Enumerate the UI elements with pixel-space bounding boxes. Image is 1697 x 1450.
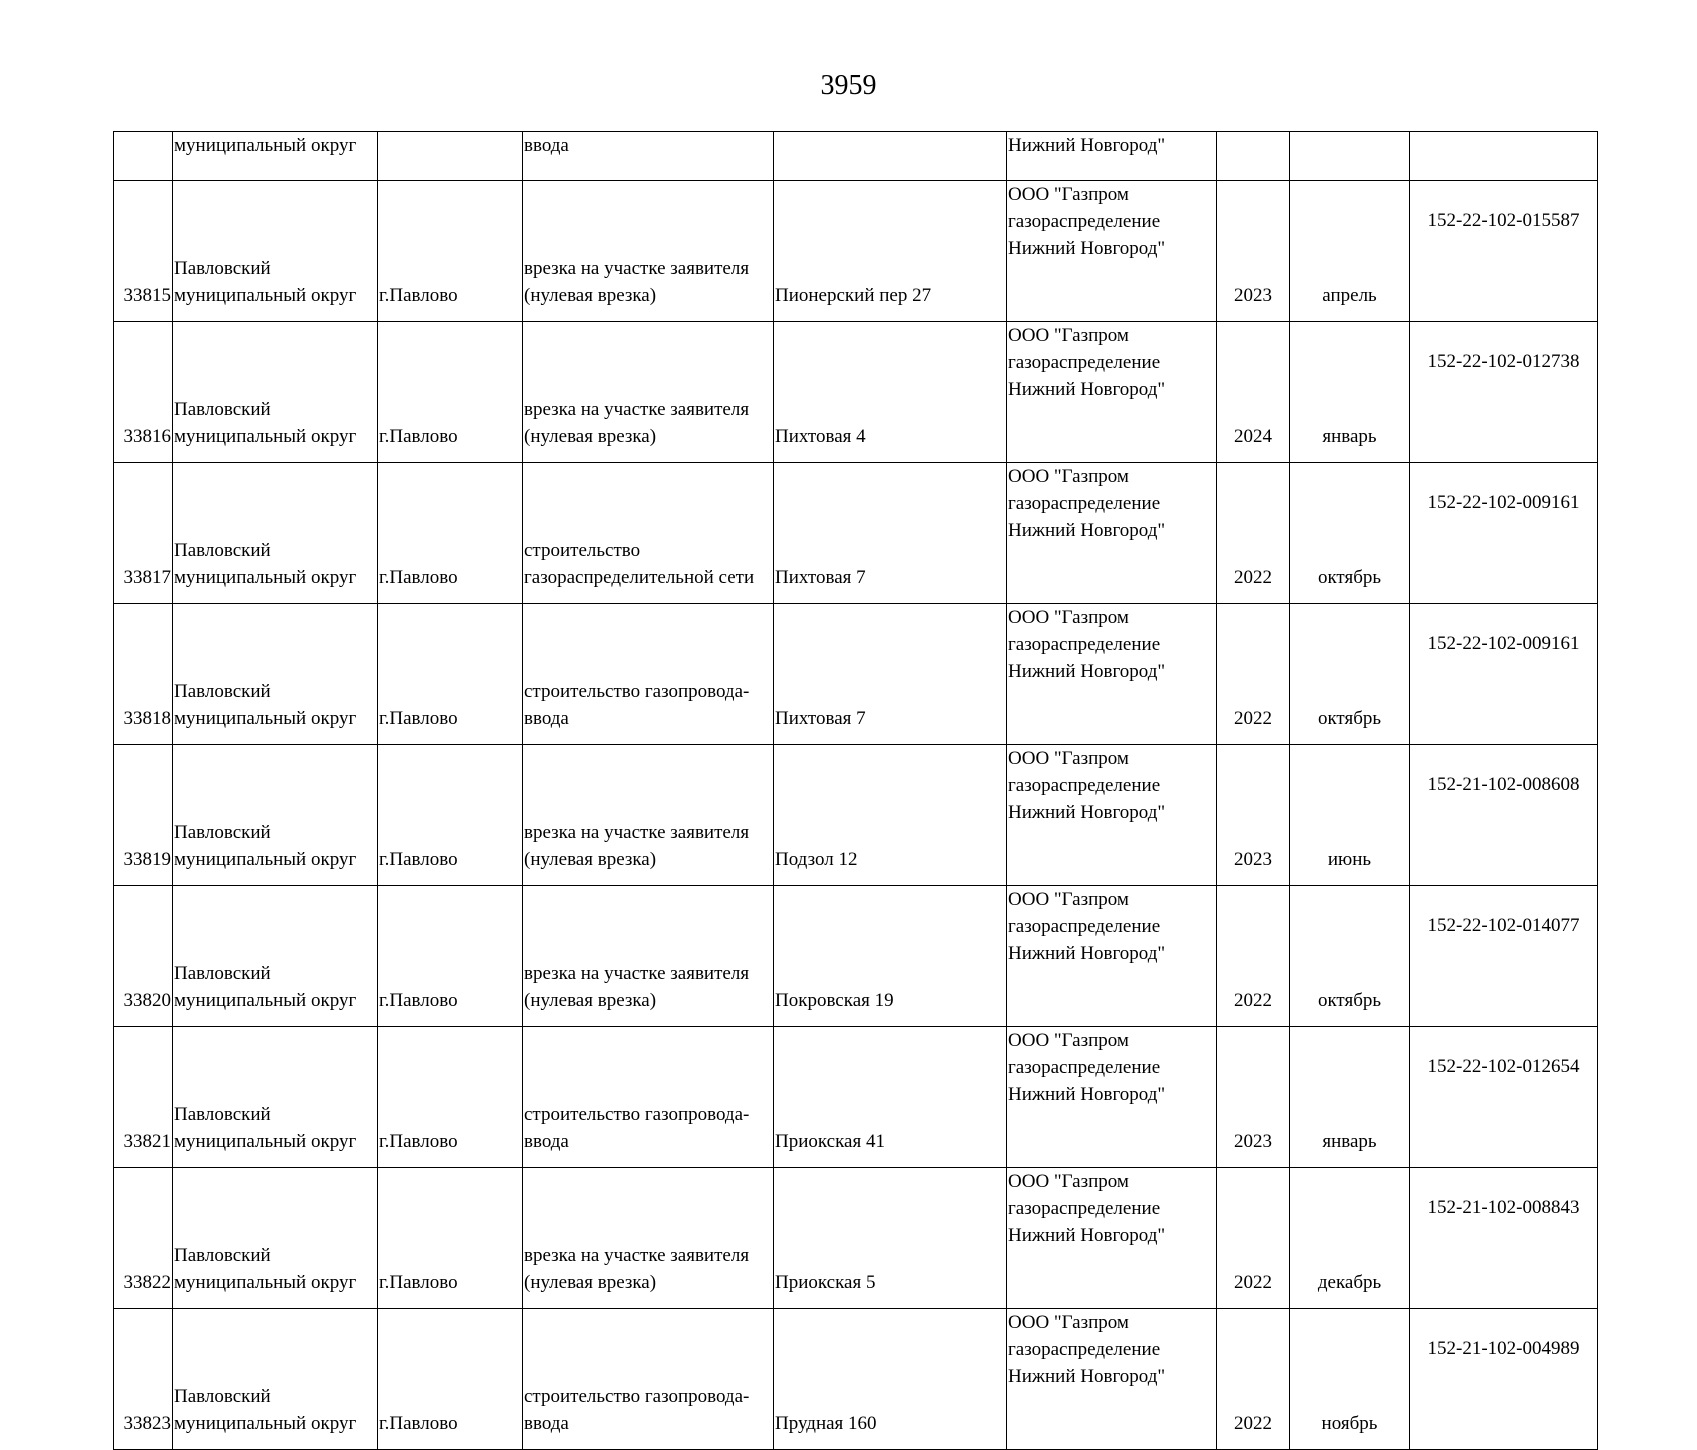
- table-row: [114, 1027, 1598, 1168]
- cell-month: [1290, 132, 1410, 181]
- work-type-line-2: (нулевая врезка): [524, 285, 657, 306]
- cell-year: 2023: [1217, 1027, 1290, 1168]
- work-type-line-2: (нулевая врезка): [524, 849, 657, 870]
- cell-month: октябрь: [1290, 463, 1410, 604]
- district-line-1: Павловский: [174, 540, 271, 561]
- cell-month: июнь: [1290, 745, 1410, 886]
- work-type-line-1: строительство газопровода-: [524, 1104, 750, 1125]
- org-line-2: газораспределение: [1008, 634, 1161, 655]
- org-line-2: газораспределение: [1008, 493, 1161, 514]
- district-line-1: Павловский: [174, 399, 271, 420]
- org-line-2: газораспределение: [1008, 211, 1161, 232]
- table-row: [114, 181, 1598, 322]
- cell-district: [173, 745, 378, 886]
- cell-code: 152-21-102-004989: [1410, 1309, 1598, 1450]
- org-line-2: газораспределение: [1008, 1057, 1161, 1078]
- cell-code: 152-21-102-008608: [1410, 745, 1598, 886]
- cell-org: [1007, 463, 1217, 604]
- district-line-2: муниципальный округ: [174, 426, 357, 447]
- cell-org: [1007, 1027, 1217, 1168]
- cell-work-type: [523, 1027, 774, 1168]
- work-type-line-1: врезка на участке заявителя: [524, 258, 750, 279]
- cell-district: [173, 322, 378, 463]
- cell-num: 33818: [114, 604, 173, 745]
- cell-year: 2022: [1217, 886, 1290, 1027]
- cell-work-type: [523, 886, 774, 1027]
- work-type-line-2: (нулевая врезка): [524, 426, 657, 447]
- cell-year: 2023: [1217, 181, 1290, 322]
- table-row: [114, 886, 1598, 1027]
- cell-city: г.Павлово: [378, 745, 523, 886]
- cell-work-type: [523, 745, 774, 886]
- work-type-line-1: строительство: [524, 540, 641, 561]
- district-line-2: муниципальный округ: [174, 285, 357, 306]
- cell-address: Пихтовая 4: [774, 322, 1007, 463]
- org-line-3: Нижний Новгород": [1008, 1084, 1166, 1105]
- cell-code: 152-22-102-009161: [1410, 604, 1598, 745]
- cell-num: 33820: [114, 886, 173, 1027]
- cell-district: [173, 463, 378, 604]
- district-line-2: муниципальный округ: [174, 849, 357, 870]
- cell-month: октябрь: [1290, 886, 1410, 1027]
- org-line-3: Нижний Новгород": [1008, 520, 1166, 541]
- cell-year: 2024: [1217, 322, 1290, 463]
- cell-address: Прудная 160: [774, 1309, 1007, 1450]
- cell-address: Приокская 5: [774, 1168, 1007, 1309]
- cell-num: 33822: [114, 1168, 173, 1309]
- cell-address: Подзол 12: [774, 745, 1007, 886]
- org-line-1: ООО "Газпром: [1008, 607, 1129, 628]
- cell-year: 2022: [1217, 463, 1290, 604]
- district-line-2: муниципальный округ: [174, 990, 357, 1011]
- cell-code: 152-22-102-012738: [1410, 322, 1598, 463]
- cell-num: 33815: [114, 181, 173, 322]
- work-type-line-1: врезка на участке заявителя: [524, 1245, 750, 1266]
- cell-org: [1007, 745, 1217, 886]
- cell-district: [173, 1309, 378, 1450]
- work-type-line-2: (нулевая врезка): [524, 1272, 657, 1293]
- table-row: [114, 1168, 1598, 1309]
- district-line-1: Павловский: [174, 1386, 271, 1407]
- org-line-3: Нижний Новгород": [1008, 1225, 1166, 1246]
- org-line-1: ООО "Газпром: [1008, 466, 1129, 487]
- org-line-1: ООО "Газпром: [1008, 889, 1129, 910]
- cell-address: Приокская 41: [774, 1027, 1007, 1168]
- cell-month: ноябрь: [1290, 1309, 1410, 1450]
- cell-org: [1007, 181, 1217, 322]
- cell-city: г.Павлово: [378, 463, 523, 604]
- cell-city: г.Павлово: [378, 1027, 523, 1168]
- district-line-1: Павловский: [174, 1104, 271, 1125]
- cell-city: г.Павлово: [378, 604, 523, 745]
- org-line-1: ООО "Газпром: [1008, 184, 1129, 205]
- cell-year: [1217, 132, 1290, 181]
- district-line-1: Павловский: [174, 1245, 271, 1266]
- cell-code: 152-21-102-008843: [1410, 1168, 1598, 1309]
- cell-num: 33821: [114, 1027, 173, 1168]
- org-line-2: газораспределение: [1008, 775, 1161, 796]
- cell-org: [1007, 886, 1217, 1027]
- org-line-2: газораспределение: [1008, 352, 1161, 373]
- org-line-1: ООО "Газпром: [1008, 1030, 1129, 1051]
- org-line-3: Нижний Новгород": [1008, 379, 1166, 400]
- cell-year: 2022: [1217, 1168, 1290, 1309]
- district-line-2: муниципальный округ: [174, 1131, 357, 1152]
- cell-org: [1007, 1168, 1217, 1309]
- cell-org: Нижний Новгород": [1007, 132, 1217, 181]
- org-line-3: Нижний Новгород": [1008, 238, 1166, 259]
- cell-year: 2022: [1217, 604, 1290, 745]
- cell-num: 33819: [114, 745, 173, 886]
- cell-org: [1007, 1309, 1217, 1450]
- cell-district: [173, 604, 378, 745]
- cell-year: 2023: [1217, 745, 1290, 886]
- district-line-1: Павловский: [174, 258, 271, 279]
- cell-num: [114, 132, 173, 181]
- cell-month: декабрь: [1290, 1168, 1410, 1309]
- work-type-line-2: ввода: [524, 1131, 569, 1152]
- district-line-2: муниципальный округ: [174, 1272, 357, 1293]
- cell-num: 33823: [114, 1309, 173, 1450]
- work-type-line-1: врезка на участке заявителя: [524, 399, 750, 420]
- cell-district: [173, 1027, 378, 1168]
- cell-code: 152-22-102-014077: [1410, 886, 1598, 1027]
- cell-code: [1410, 132, 1598, 181]
- work-type-line-1: врезка на участке заявителя: [524, 963, 750, 984]
- cell-code: 152-22-102-015587: [1410, 181, 1598, 322]
- cell-address: Пихтовая 7: [774, 604, 1007, 745]
- work-type-line-2: ввода: [524, 1413, 569, 1434]
- district-line-1: Павловский: [174, 822, 271, 843]
- cell-work-type: [523, 1168, 774, 1309]
- cell-work-type: [523, 1309, 774, 1450]
- cell-city: г.Павлово: [378, 1168, 523, 1309]
- table-row: [114, 745, 1598, 886]
- district-line-1: Павловский: [174, 963, 271, 984]
- work-type-line-2: (нулевая врезка): [524, 990, 657, 1011]
- district-line-2: муниципальный округ: [174, 1413, 357, 1434]
- work-type-line-2: газораспределительной сети: [524, 567, 755, 588]
- cell-month: апрель: [1290, 181, 1410, 322]
- cell-work-type: [523, 181, 774, 322]
- cell-month: январь: [1290, 1027, 1410, 1168]
- org-line-3: Нижний Новгород": [1008, 802, 1166, 823]
- table-row: [114, 322, 1598, 463]
- page-number: 3959: [820, 70, 877, 101]
- cell-city: г.Павлово: [378, 1309, 523, 1450]
- org-line-1: ООО "Газпром: [1008, 325, 1129, 346]
- cell-district: муниципальный округ: [173, 132, 378, 181]
- cell-month: октябрь: [1290, 604, 1410, 745]
- cell-district: [173, 886, 378, 1027]
- cell-org: [1007, 322, 1217, 463]
- org-line-1: ООО "Газпром: [1008, 748, 1129, 769]
- cell-address: Пихтовая 7: [774, 463, 1007, 604]
- cell-address: Покровская 19: [774, 886, 1007, 1027]
- table-row: [114, 1309, 1598, 1450]
- org-line-2: газораспределение: [1008, 1198, 1161, 1219]
- org-line-1: ООО "Газпром: [1008, 1312, 1129, 1333]
- org-line-3: Нижний Новгород": [1008, 661, 1166, 682]
- table-row: [114, 604, 1598, 745]
- cell-work-type: [523, 322, 774, 463]
- org-line-3: Нижний Новгород": [1008, 1366, 1166, 1387]
- work-type-line-1: строительство газопровода-: [524, 681, 750, 702]
- table-row: [114, 463, 1598, 604]
- org-line-2: газораспределение: [1008, 916, 1161, 937]
- cell-city: г.Павлово: [378, 886, 523, 1027]
- work-type-line-2: ввода: [524, 708, 569, 729]
- cell-year: 2022: [1217, 1309, 1290, 1450]
- work-type-line-1: врезка на участке заявителя: [524, 822, 750, 843]
- cell-month: январь: [1290, 322, 1410, 463]
- org-line-3: Нижний Новгород": [1008, 943, 1166, 964]
- cell-city: г.Павлово: [378, 181, 523, 322]
- cell-district: [173, 181, 378, 322]
- cell-org: [1007, 604, 1217, 745]
- org-line-2: газораспределение: [1008, 1339, 1161, 1360]
- district-line-2: муниципальный округ: [174, 567, 357, 588]
- cell-address: Пионерский пер 27: [774, 181, 1007, 322]
- cell-work-type: [523, 604, 774, 745]
- cell-city: [378, 132, 523, 181]
- cell-address: [774, 132, 1007, 181]
- cell-city: г.Павлово: [378, 322, 523, 463]
- table-row-continued: [114, 132, 1598, 181]
- cell-num: 33817: [114, 463, 173, 604]
- cell-code: 152-22-102-009161: [1410, 463, 1598, 604]
- cell-num: 33816: [114, 322, 173, 463]
- district-line-2: муниципальный округ: [174, 708, 357, 729]
- cell-code: 152-22-102-012654: [1410, 1027, 1598, 1168]
- cell-work-type: [523, 463, 774, 604]
- gas-connection-table: [113, 131, 1598, 1450]
- district-line-1: Павловский: [174, 681, 271, 702]
- cell-work-type: ввода: [523, 132, 774, 181]
- org-line-1: ООО "Газпром: [1008, 1171, 1129, 1192]
- work-type-line-1: строительство газопровода-: [524, 1386, 750, 1407]
- cell-district: [173, 1168, 378, 1309]
